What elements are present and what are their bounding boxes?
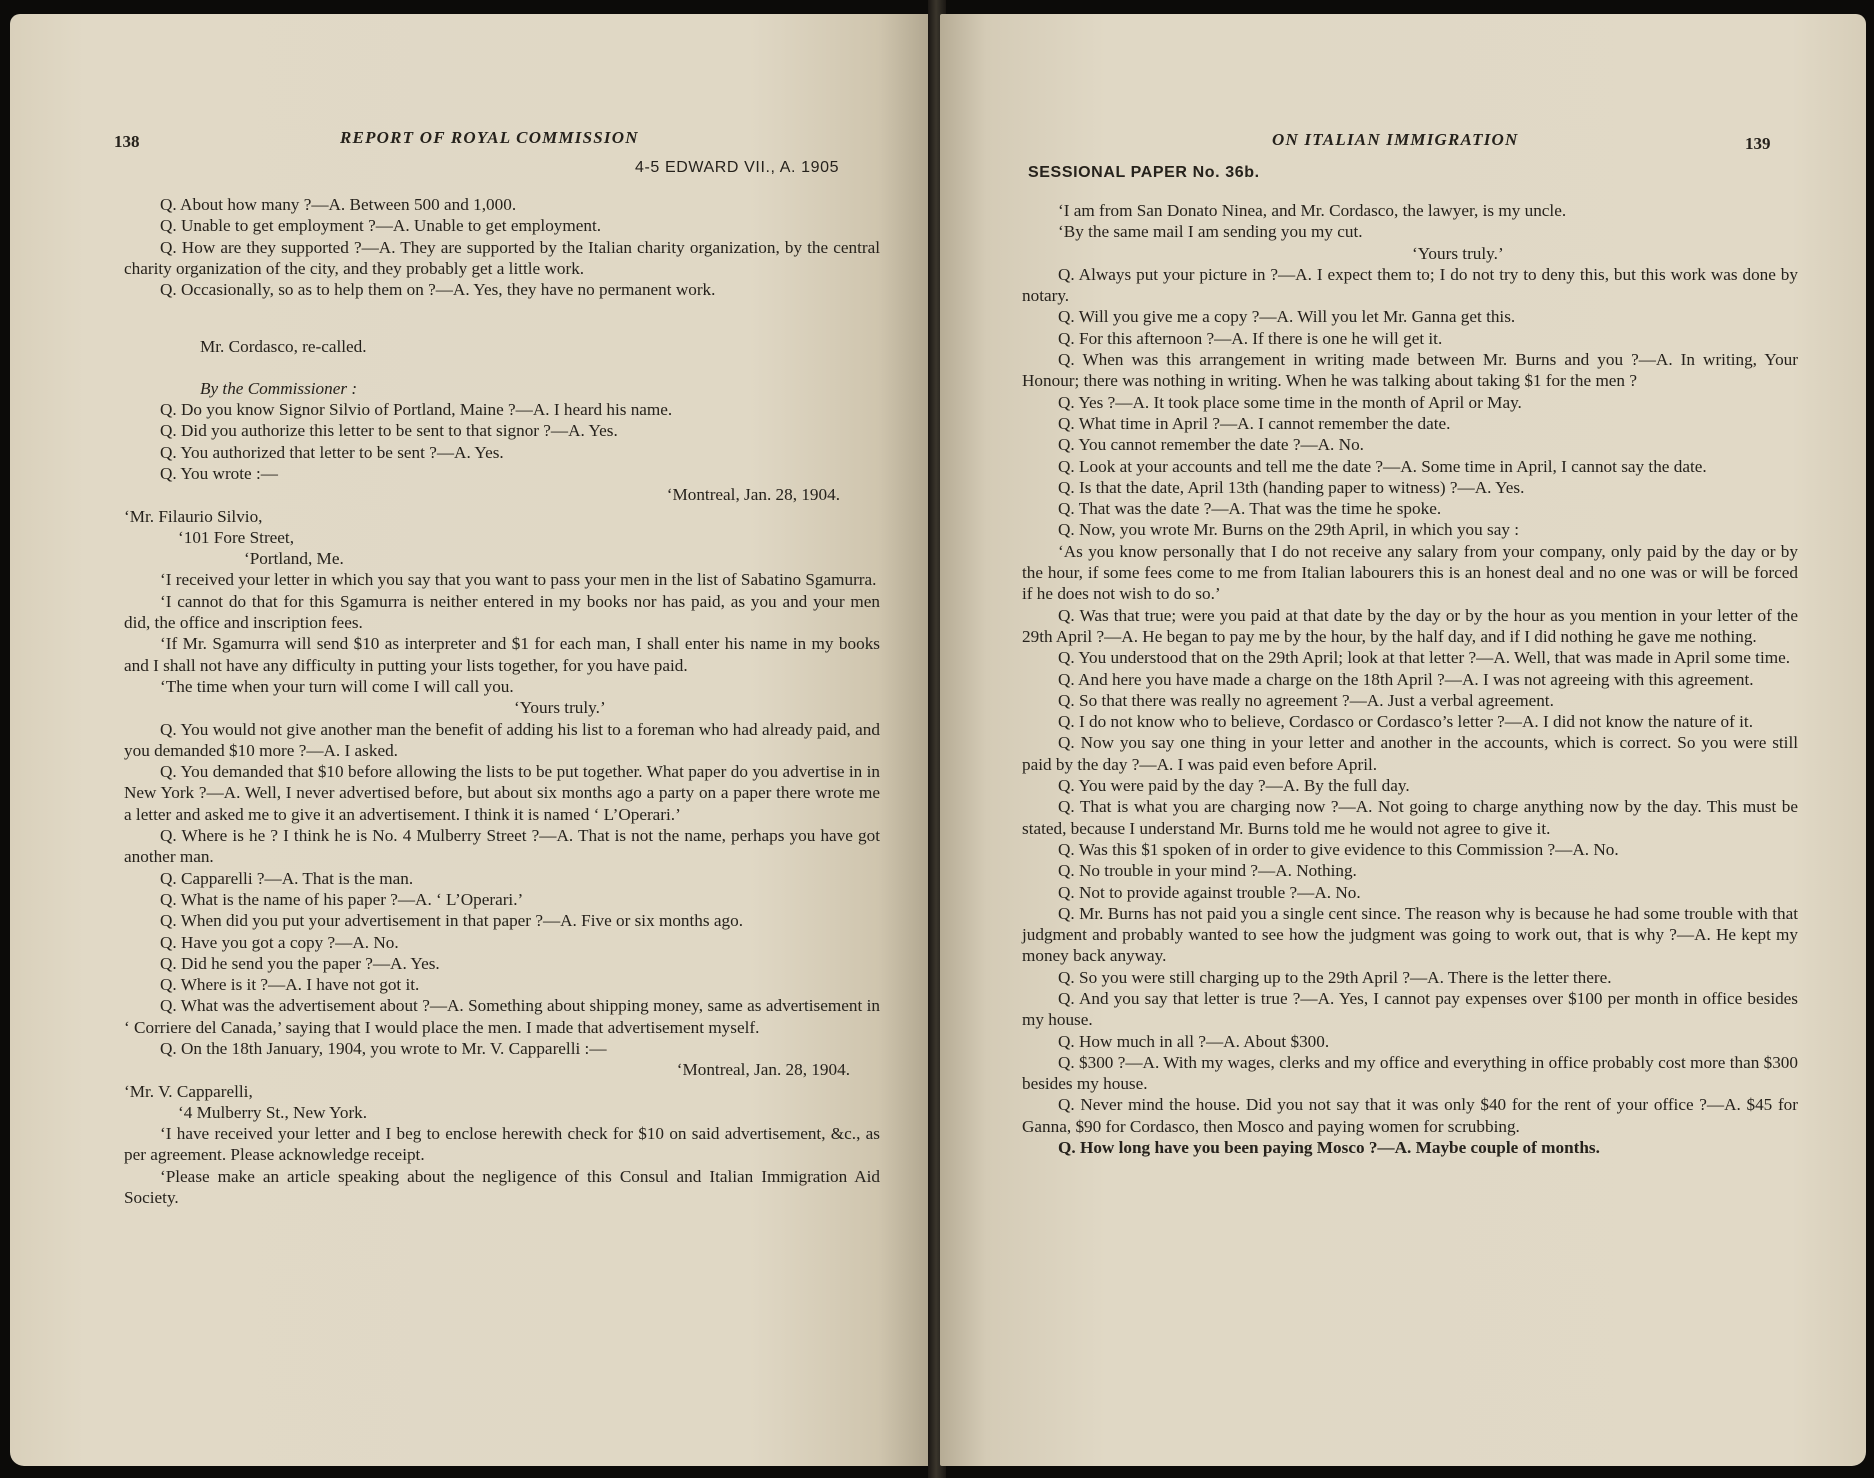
letter-closing: ‘Yours truly.’: [1412, 243, 1504, 263]
paragraph: Q. Mr. Burns has not paid you a single cent since. The reason why is because he had some trouble with that judgment and probably wanted to see how the judgment was going to work out, that is why ?—A. He kept my money back anyway.: [1022, 903, 1798, 966]
running-head-left: REPORT OF ROYAL COMMISSION: [340, 128, 639, 147]
paragraph: Q. And you say that letter is true ?—A. Yes, I cannot pay expenses over $100 per month in office besides my house.: [1022, 988, 1798, 1030]
paragraph: Q. Where is it ?—A. I have not got it.: [160, 975, 420, 995]
paragraph: Q. So you were still charging up to the 29th April ?—A. There is the letter there.: [1058, 967, 1612, 987]
paragraph: Q. Did you authorize this letter to be sent to that signor ?—A. Yes.: [160, 421, 618, 441]
letter-body: ‘The time when your turn will come I will call you.: [160, 676, 514, 696]
letter-addressee: ‘Mr. Filaurio Silvio,: [124, 506, 263, 526]
letter-body: ‘I received your letter in which you say that you want to pass your men in the list of Sabatino Sgamurra.: [160, 570, 877, 590]
paragraph: Q. That was the date ?—A. That was the time he spoke.: [1058, 499, 1442, 519]
paragraph: Q. You understood that on the 29th April; look at that letter ?—A. Well, that was made in April some time.: [1058, 648, 1791, 668]
paragraph: Q. How much in all ?—A. About $300.: [1058, 1031, 1330, 1051]
letter-body: ‘I have received your letter and I beg to enclose herewith check for $10 on said advertisement, &c., as per agreement. Please acknowledge receipt.: [124, 1124, 880, 1165]
paragraph: Q. For this afternoon ?—A. If there is one he will get it.: [1058, 328, 1443, 348]
letter-date: ‘Montreal, Jan. 28, 1904.: [666, 485, 840, 505]
paragraph: Q. $300 ?—A. With my wages, clerks and my office and everything in office probably cost more than $300 besides my house.: [1022, 1052, 1798, 1094]
left-page: [10, 14, 934, 1466]
paragraph: Q. You cannot remember the date ?—A. No.: [1058, 435, 1364, 455]
paragraph: Q. You demanded that $10 before allowing the lists to be put together. What paper do you advertise in in New York ?—A. Well, I never advertised before, but about six months ago a party on a paper there wrote me a letter and asked me to give it an advertisement. I think it is named ‘ L’Operari.’: [124, 762, 880, 824]
paragraph: Q. You were paid by the day ?—A. By the full day.: [1058, 776, 1410, 796]
paragraph: Q. I do not know who to believe, Cordasco or Cordasco’s letter ?—A. I did not know the nature of it.: [1058, 712, 1753, 732]
letter-addressee: ‘Mr. V. Capparelli,: [124, 1081, 253, 1101]
paragraph: Q. What was the advertisement about ?—A. Something about shipping money, same as advertisement in ‘ Corriere del Canada,’ saying that I would place the men. I made that advertisement myself.: [124, 996, 880, 1037]
paragraph: Q. Yes ?—A. It took place some time in the month of April or May.: [1058, 392, 1522, 412]
paragraph: Q. How long have you been paying Mosco ?—A. Maybe couple of months.: [1058, 1138, 1600, 1158]
letter-body: ‘I am from San Donato Ninea, and Mr. Cordasco, the lawyer, is my uncle.: [1058, 201, 1567, 220]
paragraph: Q. Unable to get employment ?—A. Unable to get employment.: [160, 216, 602, 236]
paragraph: Q. Was that true; were you paid at that date by the day or by the hour as you mention in your letter of the 29th April ?—A. He began to pay me by the hour, by the half day, and if I did nothing he gave me nothing.: [1022, 605, 1798, 646]
paragraph: Q. Never mind the house. Did you not say that it was only $40 for the rent of your office ?—A. $45 for Ganna, $90 for Cordasco, then Mosco and paying women for scrubbing.: [1022, 1095, 1798, 1136]
paragraph: Q. What time in April ?—A. I cannot remember the date.: [1058, 413, 1451, 433]
letter-address: ‘101 Fore Street,: [178, 527, 294, 547]
examiner-heading: By the Commissioner :: [200, 378, 358, 398]
paragraph: Q. Occasionally, so as to help them on ?—A. Yes, they have no permanent work.: [160, 280, 716, 300]
running-head-right: ON ITALIAN IMMIGRATION: [1272, 130, 1519, 149]
paragraph: Q. You authorized that letter to be sent ?—A. Yes.: [160, 442, 504, 462]
paragraph: Q. Will you give me a copy ?—A. Will you let Mr. Ganna get this.: [1058, 307, 1516, 327]
paragraph: Q. Look at your accounts and tell me the date ?—A. Some time in April, I cannot say the date.: [1058, 456, 1707, 476]
paragraph: Q. Is that the date, April 13th (handing paper to witness) ?—A. Yes.: [1058, 477, 1525, 497]
letter-address: ‘4 Mulberry St., New York.: [178, 1102, 368, 1122]
paragraph: Q. About how many ?—A. Between 500 and 1,000.: [160, 195, 517, 214]
letter-quote: ‘As you know personally that I do not receive any salary from your company, only paid by the day or by the hour, if some fees come to me from Italian labourers this is an honest deal and no one was or will be forced if he does not wish to do so.’: [1022, 541, 1798, 604]
paragraph: Q. Where is he ? I think he is No. 4 Mulberry Street ?—A. That is not the name, perhaps you have got another man.: [124, 826, 880, 867]
letter-body: ‘I cannot do that for this Sgamurra is neither entered in my books nor has paid, as you and your men did, the office and inscription fees.: [124, 591, 880, 633]
letter-body: ‘If Mr. Sgamurra will send $10 as interpreter and $1 for each man, I shall enter his name in my books and I shall not have any difficulty in putting your lists together, for you have paid.: [124, 634, 880, 675]
paragraph: Q. And here you have made a charge on the 18th April ?—A. I was not agreeing with this agreement.: [1058, 669, 1754, 689]
left-text-column: [124, 194, 880, 1208]
paragraph: Q. Did he send you the paper ?—A. Yes.: [160, 953, 440, 973]
letter-address: ‘Portland, Me.: [244, 549, 344, 569]
paragraph: Q. You wrote :—: [160, 463, 278, 483]
paragraph: Q. No trouble in your mind ?—A. Nothing.: [1058, 861, 1357, 881]
page-number-left: 138: [114, 132, 140, 151]
paragraph: Q. That is what you are charging now ?—A. Not going to charge anything now by the day. This must be stated, because I understand Mr. Burns told me he would not agree to give it.: [1022, 797, 1798, 838]
paragraph: Q. So that there was really no agreement ?—A. Just a verbal agreement.: [1058, 690, 1554, 710]
paragraph: Q. When did you put your advertisement in that paper ?—A. Five or six months ago.: [160, 911, 743, 931]
right-text-column: [1022, 200, 1798, 1158]
paragraph: Q. Now, you wrote Mr. Burns on the 29th April, in which you say :: [1058, 520, 1520, 540]
paragraph: Q. Now you say one thing in your letter and another in the accounts, which is correct. So you were still paid by the day ?—A. I was paid even before April.: [1022, 733, 1798, 774]
paragraph: Q. You would not give another man the benefit of adding his list to a foreman who had already paid, and you demanded $10 more ?—A. I asked.: [124, 719, 880, 760]
letter-date: ‘Montreal, Jan. 28, 1904.: [676, 1060, 850, 1080]
paragraph: Q. What is the name of his paper ?—A. ‘ L’Operari.’: [160, 889, 524, 909]
page-number-right: 139: [1745, 134, 1771, 153]
regnal-year: 4-5 EDWARD VII., A. 1905: [635, 159, 840, 176]
right-page: [940, 14, 1866, 1466]
paragraph: Q. When was this arrangement in writing made between Mr. Burns and you ?—A. In writing, Your Honour; there was nothing in writing. When he was talking about taking $1 for the men ?: [1022, 350, 1798, 391]
sessional-paper: SESSIONAL PAPER No. 36b.: [1028, 164, 1260, 181]
letter-body: ‘Please make an article speaking about the negligence of this Consul and Italian Immigration Aid Society.: [124, 1166, 880, 1208]
letter-body: ‘By the same mail I am sending you my cut.: [1058, 222, 1363, 242]
paragraph: Q. Have you got a copy ?—A. No.: [160, 932, 399, 952]
paragraph: Q. Capparelli ?—A. That is the man.: [160, 868, 414, 888]
paragraph: Q. Do you know Signor Silvio of Portland, Maine ?—A. I heard his name.: [160, 400, 673, 420]
paragraph: Q. On the 18th January, 1904, you wrote to Mr. V. Capparelli :—: [160, 1038, 607, 1058]
witness-heading: Mr. Cordasco, re-called.: [200, 337, 367, 357]
letter-closing: ‘Yours truly.’: [514, 698, 606, 718]
paragraph: Q. Not to provide against trouble ?—A. No.: [1058, 882, 1361, 902]
paragraph: Q. Always put your picture in ?—A. I expect them to; I do not try to deny this, but this work was done by notary.: [1022, 264, 1798, 306]
paragraph: Q. How are they supported ?—A. They are supported by the Italian charity organization, by the central charity organization of the city, and they probably get a little work.: [124, 237, 880, 278]
paragraph: Q. Was this $1 spoken of in order to give evidence to this Commission ?—A. No.: [1058, 839, 1619, 859]
